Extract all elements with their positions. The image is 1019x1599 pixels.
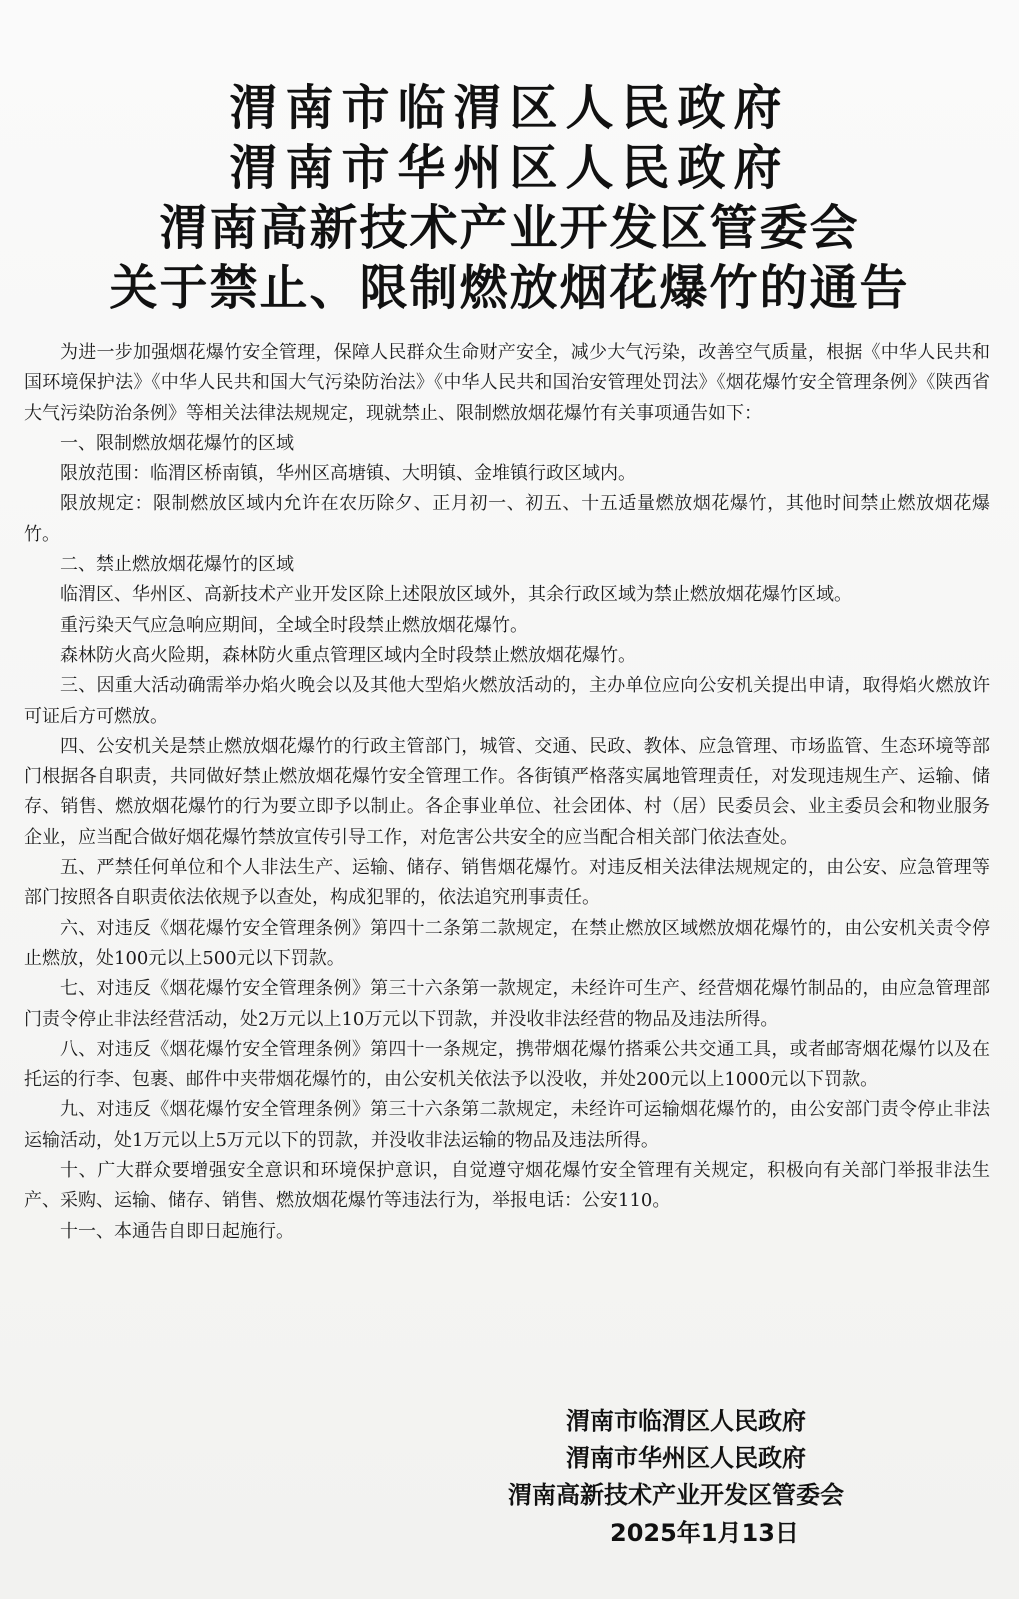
paragraph-item-4: 四、公安机关是禁止燃放烟花爆竹的行政主管部门，城管、交通、民政、教体、应急管理、市场监管、生态环境等部门根据各自职责，共同做好禁止燃放烟花爆竹安全管理工作。各街镇严格落实属地管理责任，对发现违规生产、运输、储存、销售、燃放烟花爆竹的行为要立即予以制止。各企事业单位、社会团体、村（居）民委员会、业主委员会和物业服务企业，应当配合做好烟花爆竹禁放宣传引导工作，对危害公共安全的应当配合相关部门依法查处。 — [24, 735, 990, 848]
paragraph-item-6: 六、对违反《烟花爆竹安全管理条例》第四十二条第二款规定，在禁止燃放区域燃放烟花爆竹的，由公安机关责令停止燃放，处100元以上500元以下罚款。 — [24, 917, 990, 969]
section-heading-1: 一、限制燃放烟花爆竹的区域 — [60, 432, 294, 454]
paragraph-item-3: 三、因重大活动确需举办焰火晚会以及其他大型焰火燃放活动的，主办单位应向公安机关提出申请，取得焰火燃放许可证后方可燃放。 — [24, 675, 990, 727]
signature-issuer-2: 渭南市华州区人民政府 — [566, 1444, 806, 1472]
paragraph-forest: 森林防火高火险期，森林防火重点管理区域内全时段禁止燃放烟花爆竹。 — [60, 644, 636, 666]
title-line-issuer-2: 渭南市华州区人民政府 — [229, 140, 790, 196]
paragraph-limit-rule: 限放规定：限制燃放区域内允许在农历除夕、正月初一、初五、十五适量燃放烟花爆竹，其他时间禁止燃放烟花爆竹。 — [24, 493, 990, 545]
paragraph-item-8: 八、对违反《烟花爆竹安全管理条例》第四十一条规定，携带烟花爆竹搭乘公共交通工具，或者邮寄烟花爆竹以及在托运的行李、包裹、邮件中夹带烟花爆竹的，由公安机关依法予以没收，并处200元以上1000元以下罚款。 — [24, 1038, 990, 1091]
paragraph-item-5: 五、严禁任何单位和个人非法生产、运输、储存、销售烟花爆竹。对违反相关法律法规规定的，由公安、应急管理等部门按照各自职责依法依规予以查处，构成犯罪的，依法追究刑事责任。 — [24, 857, 990, 909]
title-line-issuer-3: 渭南高新技术产业开发区管委会 — [159, 200, 860, 256]
paragraph-item-9: 九、对违反《烟花爆竹安全管理条例》第三十六条第二款规定，未经许可运输烟花爆竹的，由公安部门责令停止非法运输活动，处1万元以上5万元以下的罚款，并没收非法运输的物品及违法所得。 — [24, 1099, 990, 1151]
section-heading-2: 二、禁止燃放烟花爆竹的区域 — [60, 554, 294, 576]
signature-issuer-3: 渭南高新技术产业开发区管委会 — [508, 1481, 844, 1509]
paragraph-ban-area: 临渭区、华州区、高新技术产业开发区除上述限放区域外，其余行政区域为禁止燃放烟花爆竹区域。 — [60, 584, 852, 606]
paragraph-pollution: 重污染天气应急响应期间，全域全时段禁止燃放烟花爆竹。 — [60, 614, 528, 636]
signature-issuer-1: 渭南市临渭区人民政府 — [566, 1407, 806, 1435]
paragraph-item-7: 七、对违反《烟花爆竹安全管理条例》第三十六条第一款规定，未经许可生产、经营烟花爆竹制品的，由应急管理部门责令停止非法经营活动，处2万元以上10万元以下罚款，并没收非法经营的物品及违法所得。 — [24, 978, 990, 1030]
paragraph-item-10: 十、广大群众要增强安全意识和环境保护意识，自觉遵守烟花爆竹安全管理有关规定，积极向有关部门举报非法生产、采购、运输、储存、销售、燃放烟花爆竹等违法行为，举报电话：公安110。 — [24, 1160, 990, 1212]
paragraph-item-11: 十一、本通告自即日起施行。 — [60, 1220, 294, 1242]
paragraph-intro: 为进一步加强烟花爆竹安全管理，保障人民群众生命财产安全，减少大气污染，改善空气质量，根据《中华人民共和国环境保护法》《中华人民共和国大气污染防治法》《中华人民共和国治安管理处罚法》《烟花爆竹安全管理条例》《陕西省大气污染防治条例》等相关法律法规规定，现就禁止、限制燃放烟花爆竹有关事项通告如下： — [24, 342, 990, 424]
notice-body — [24, 338, 990, 1247]
title-line-subject: 关于禁止、限制燃放烟花爆竹的通告 — [109, 260, 910, 316]
notice-title — [0, 78, 1019, 318]
title-line-issuer-1: 渭南市临渭区人民政府 — [229, 80, 790, 136]
paragraph-limit-scope: 限放范围：临渭区桥南镇，华州区高塘镇、大明镇、金堆镇行政区域内。 — [60, 463, 636, 485]
signature-date: 2025年1月13日 — [610, 1519, 799, 1547]
